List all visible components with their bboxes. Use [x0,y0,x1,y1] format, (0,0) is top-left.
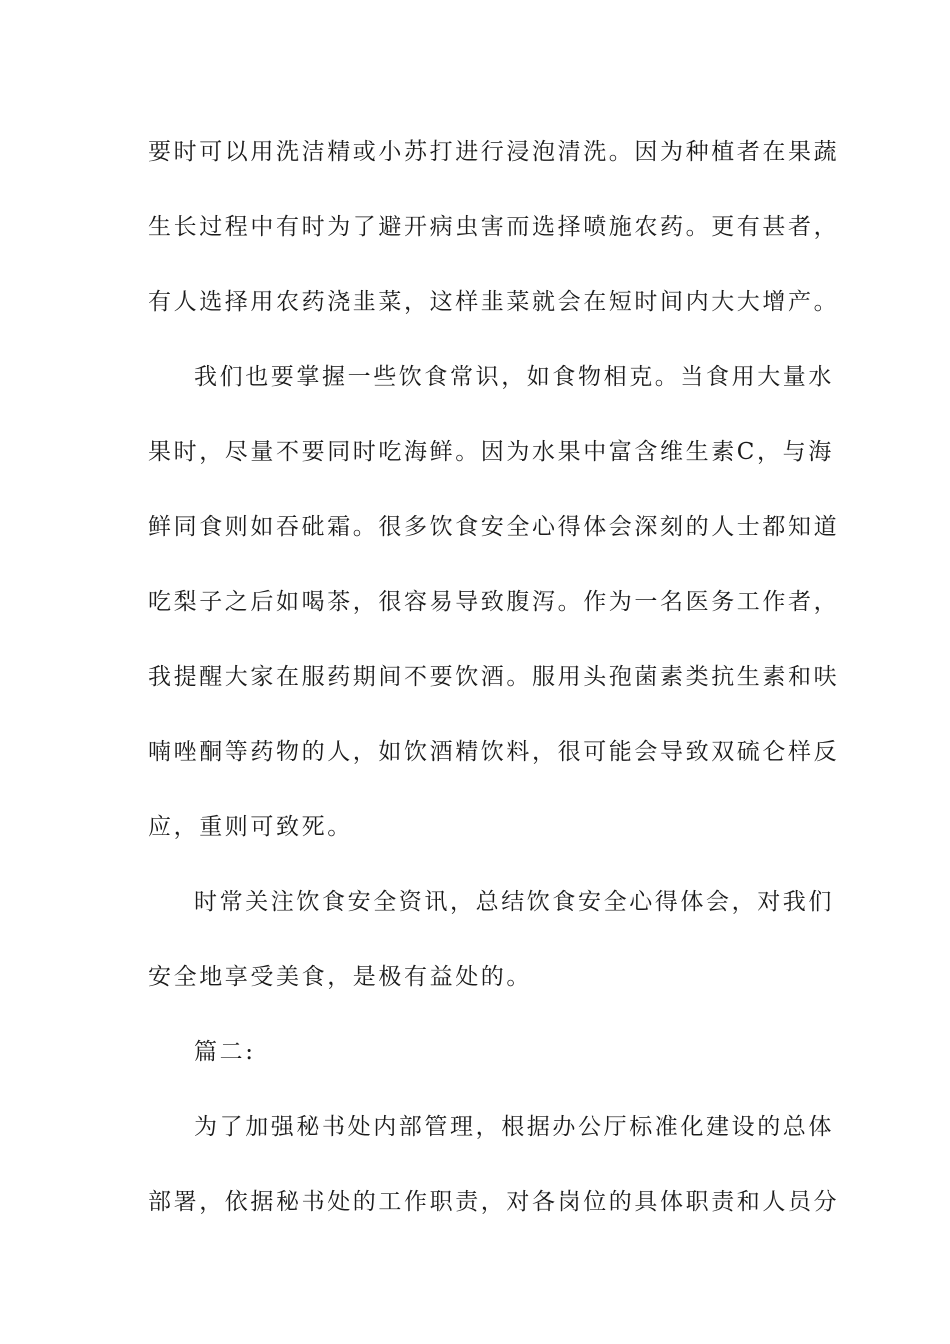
paragraph-line: 鲜同食则如吞砒霜。很多饮食安全心得体会深刻的人士都知道 [148,514,840,540]
paragraph-line: 我提醒大家在服药期间不要饮酒。服用头孢菌素类抗生素和呋 [148,664,840,690]
paragraph-line: 部署，依据秘书处的工作职责，对各岗位的具体职责和人员分 [148,1189,840,1215]
paragraph-line: 安全地享受美食，是极有益处的。 [148,964,532,990]
paragraph-line: 时常关注饮食安全资讯，总结饮食安全心得体会，对我们 [194,889,834,915]
paragraph-line: 有人选择用农药浇韭菜，这样韭菜就会在短时间内大大增产。 [148,289,840,315]
paragraph-line: 吃梨子之后如喝茶，很容易导致腹泻。作为一名医务工作者， [148,589,840,615]
paragraph-line: 应，重则可致死。 [148,814,353,840]
paragraph-line: 为了加强秘书处内部管理，根据办公厅标准化建设的总体 [194,1114,834,1140]
paragraph-line: 生长过程中有时为了避开病虫害而选择喷施农药。更有甚者， [148,214,840,240]
paragraph-line: 要时可以用洗洁精或小苏打进行浸泡清洗。因为种植者在果蔬 [148,139,840,165]
paragraph-line: 果时，尽量不要同时吃海鲜。因为水果中富含维生素C，与海 [148,439,834,465]
paragraph-line: 我们也要掌握一些饮食常识，如食物相克。当食用大量水 [194,364,834,390]
section-heading: 篇二: [194,1039,256,1065]
paragraph-line: 喃唑酮等药物的人，如饮酒精饮料，很可能会导致双硫仑样反 [148,739,840,765]
